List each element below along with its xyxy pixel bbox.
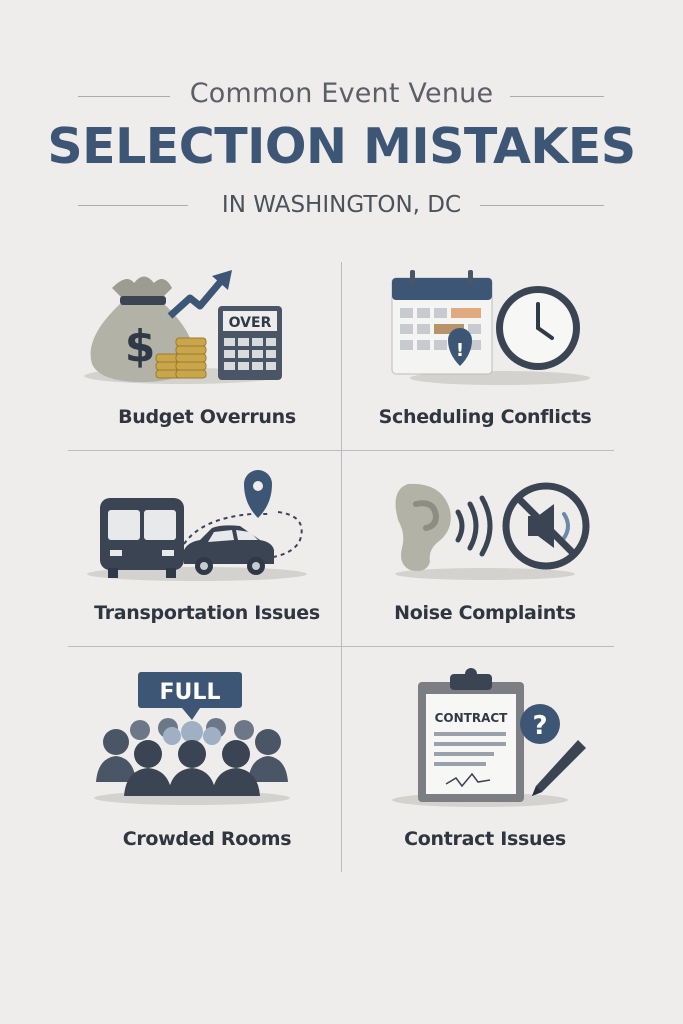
grid-divider-row2: [68, 646, 614, 647]
clipboard-contract-icon: [350, 662, 620, 812]
mistake-label-contract: Contract Issues: [404, 828, 566, 850]
svg-text:?: ?: [532, 711, 548, 741]
mistake-card-crowded: [72, 662, 342, 862]
full-badge: FULL: [159, 680, 221, 705]
money-bag-icon: [72, 258, 342, 398]
mistake-card-budget: [72, 258, 342, 438]
crowd-icon: [72, 662, 342, 812]
page-title: SELECTION MISTAKES: [47, 118, 636, 175]
mistake-card-scheduling: [350, 258, 620, 438]
grid-divider-row1: [68, 450, 614, 451]
calendar-clock-icon: [350, 258, 620, 398]
mistake-card-transportation: [72, 470, 342, 640]
ear-mute-icon: [350, 470, 620, 590]
svg-text:!: !: [455, 340, 465, 361]
mistake-label-crowded: Crowded Rooms: [122, 828, 292, 850]
header: [0, 0, 683, 240]
mistake-label-transportation: Transportation Issues: [94, 602, 320, 624]
mistake-label-scheduling: Scheduling Conflicts: [378, 406, 592, 428]
contract-badge: CONTRACT: [434, 711, 508, 725]
mistake-card-noise: [350, 470, 620, 640]
bus-car-icon: [72, 470, 342, 590]
svg-text:$: $: [124, 321, 156, 372]
pre-title: Common Event Venue: [189, 78, 494, 109]
subtitle: IN WASHINGTON, DC: [221, 192, 462, 218]
mistake-label-budget: Budget Overruns: [118, 406, 296, 428]
mistake-label-noise: Noise Complaints: [394, 602, 576, 624]
over-badge: OVER: [228, 315, 272, 331]
mistake-card-contract: [350, 662, 620, 862]
